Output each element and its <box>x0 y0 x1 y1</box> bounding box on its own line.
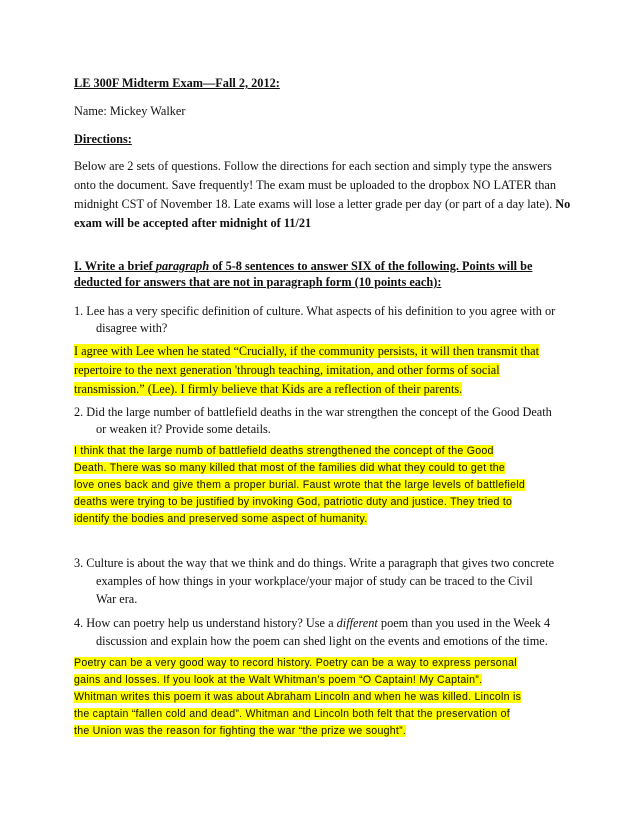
answer-1-text-3: transmission.” (Lee). I firmly believe that Kids are a reflection of their parents. <box>74 382 463 396</box>
answer-2-text-2: Death. There was so many killed that most of the families did what they could to get the <box>74 462 506 474</box>
answer-1-text-1: I agree with Lee when he stated “Crucially, if the community persists, it will then transmit that <box>74 344 539 358</box>
answer-1-text-2: repertoire to the next generation 'through teaching, imitation, and other forms of social <box>74 363 500 377</box>
question-3-line-2: examples of how things in your workplace/your major of study can be traced to the Civil <box>96 574 533 588</box>
question-1-line-1: 1. Lee has a very specific definition of culture. What aspects of his definition to you agree with or <box>74 304 556 318</box>
question-2-line-1: 2. Did the large number of battlefield deaths in the war strengthen the concept of the Good Death <box>74 405 552 419</box>
answer-2-text-5: identify the bodies and preserved some aspect of humanity. <box>74 513 368 525</box>
section-1-heading-line-1 <box>74 258 532 274</box>
answer-2-line-3 <box>74 477 525 493</box>
question-2-line-2: or weaken it? Provide some details. <box>96 422 271 436</box>
answer-2-line-2 <box>74 460 505 476</box>
answer-4-line-5 <box>74 723 406 739</box>
answer-4-line-1 <box>74 655 517 671</box>
answer-4-text-3: Whitman writes this poem it was about Abraham Lincoln and when he was killed. Lincoln is <box>74 691 522 703</box>
student-name: Name: Mickey Walker <box>74 104 186 118</box>
answer-4-text-2: gains and losses. If you look at the Walt Whitman’s poem “O Captain! My Captain”. <box>74 674 483 686</box>
answer-4-text-4: the captain “fallen cold and dead”. Whitman and Lincoln both felt that the preservation of <box>74 708 510 720</box>
question-4-emphasis: different <box>336 616 378 630</box>
question-4-part-c: poem than you used in the Week 4 <box>377 616 551 630</box>
answer-2-text-3: love ones back and give them a proper burial. Faust wrote that the large levels of battlefield <box>74 479 526 491</box>
question-4-part-a: 4. How can poetry help us understand history? Use a <box>74 616 337 630</box>
answer-1-line-3 <box>74 381 462 397</box>
answer-4-line-3 <box>74 689 521 705</box>
section-1-heading-part-c: of 5-8 sentences to answer SIX of the following. Points will be <box>209 259 533 273</box>
question-3-line-3: War era. <box>96 592 138 606</box>
answer-4-text-5: the Union was the reason for fighting the war “the prize we sought”. <box>74 725 407 737</box>
section-1-heading-line-2: deducted for answers that are not in paragraph form (10 points each): <box>74 275 442 289</box>
answer-1-line-2 <box>74 362 500 378</box>
directions-line-3-bold: No <box>555 197 571 211</box>
answer-2-line-5 <box>74 511 367 527</box>
question-1-line-2: disagree with? <box>96 321 168 335</box>
question-4-line-1 <box>74 615 550 631</box>
answer-2-line-1 <box>74 443 494 459</box>
section-1-heading-part-a: I. Write a brief <box>74 259 156 273</box>
answer-4-text-1: Poetry can be a very good way to record history. Poetry can be a way to express personal <box>74 657 517 669</box>
answer-2-text-4: deaths were trying to be justified by invoking God, patriotic duty and justice. They tried to <box>74 496 513 508</box>
directions-line-1: Below are 2 sets of questions. Follow the directions for each section and simply type the answers <box>74 159 552 173</box>
answer-1-line-1 <box>74 343 539 359</box>
answer-4-line-4 <box>74 706 510 722</box>
directions-line-3-text: midnight CST of November 18. Late exams will lose a letter grade per day (or part of a day late). <box>74 197 556 211</box>
answer-4-line-2 <box>74 672 482 688</box>
section-1-heading-emphasis: paragraph <box>155 259 210 273</box>
question-3-line-1: 3. Culture is about the way that we think and do things. Write a paragraph that gives two concrete <box>74 556 555 570</box>
directions-line-4: exam will be accepted after midnight of 11/21 <box>74 216 312 230</box>
answer-2-text-1: I think that the large numb of battlefield deaths strengthened the concept of the Good <box>74 445 494 457</box>
question-4-line-2: discussion and explain how the poem can shed light on the events and emotions of the time. <box>96 634 548 648</box>
exam-title: LE 300F Midterm Exam—Fall 2, 2012: <box>74 76 280 90</box>
directions-line-3 <box>74 196 570 212</box>
directions-heading: Directions: <box>74 132 132 146</box>
answer-2-line-4 <box>74 494 512 510</box>
directions-line-2: onto the document. Save frequently! The exam must be uploaded to the dropbox NO LATER than <box>74 178 556 192</box>
